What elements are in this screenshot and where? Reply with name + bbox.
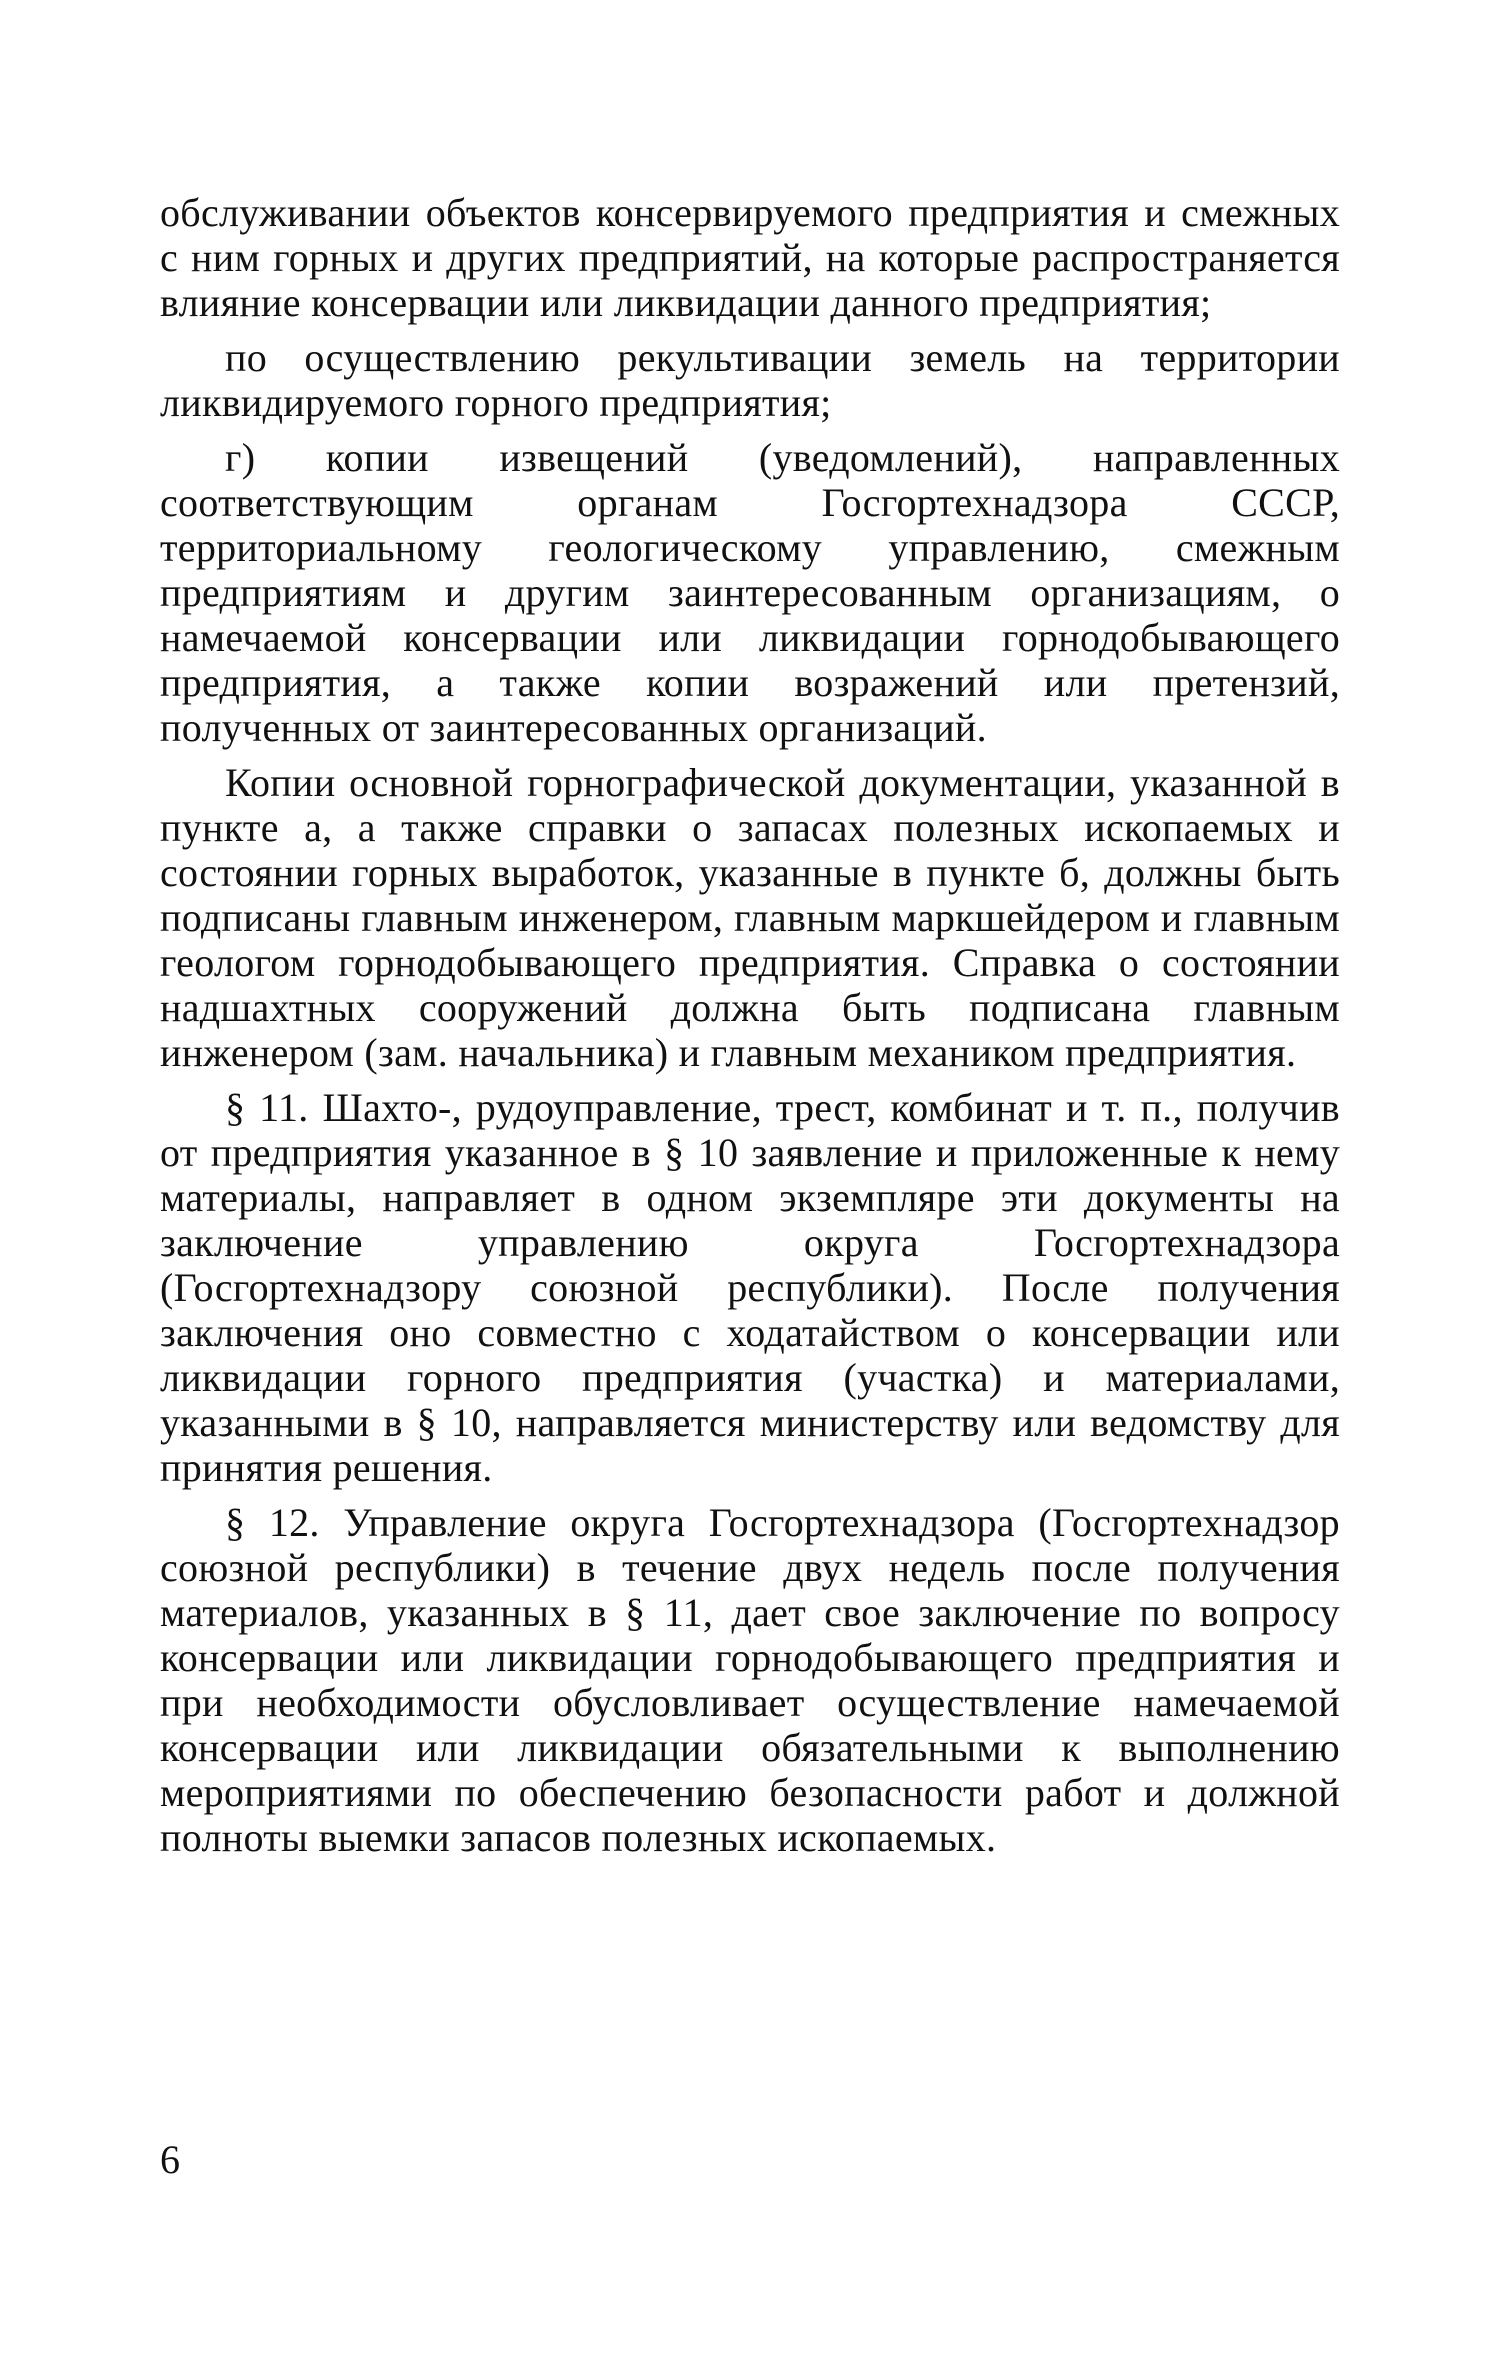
paragraph-item-g: г) копии извещений (уведомлений), направленных соответствующим органам Госгортехнадзора СССР, территориальному геологическому управлению, смежным предприятиям и другим заинтересованным организациям, о намечаемой консервации или ликвидации горнодобывающего предприятия, а также копии возражений или претензий, полученных от заинтересованных организаций.	[160, 435, 1340, 750]
paragraph-copies-signatures: Копии основной горнографической документации, указанной в пункте а, а также справки о запасах полезных ископаемых и состоянии горных выработок, указанные в пункте б, должны быть подписаны главным инженером, главным маркшейдером и главным геологом горнодобывающего предприятия. Справка о состоянии надшахтных сооружений должна быть подписана главным инженером (зам. начальника) и главным механиком предприятия.	[160, 760, 1340, 1075]
page-number: 6	[160, 2137, 180, 2182]
paragraph-recultivation: по осуществлению рекультивации земель на территории ликвидируемого горного предприятия;	[160, 335, 1340, 425]
paragraph-section-12: § 12. Управление округа Госгортехнадзора (Госгортехнадзор союзной республики) в течение двух недель после получения материалов, указанных в § 11, дает свое заключение по вопросу консервации или ликвидации горнодобывающего предприятия и при необходимости обусловливает осуществление намечаемой консервации или ликвидации обязательными к выполнению мероприятиями по обеспечению безопасности работ и должной полноты выемки запасов полезных ископаемых.	[160, 1500, 1340, 1860]
paragraph-continuation: обслуживании объектов консервируемого предприятия и смежных с ним горных и других предприятий, на которые распространяется влияние консервации или ликвидации данного предприятия;	[160, 190, 1340, 325]
paragraph-section-11: § 11. Шахто-, рудоуправление, трест, комбинат и т. п., получив от предприятия указанное в § 10 заявление и приложенные к нему материалы, направляет в одном экземпляре эти документы на заключение управлению округа Госгортехнадзора (Госгортехнадзору союзной республики). После получения заключения оно совместно с ходатайством о консервации или ликвидации горного предприятия (участка) и материалами, указанными в § 10, направляется министерству или ведомству для принятия решения.	[160, 1085, 1340, 1490]
page-body	[160, 190, 1340, 1870]
